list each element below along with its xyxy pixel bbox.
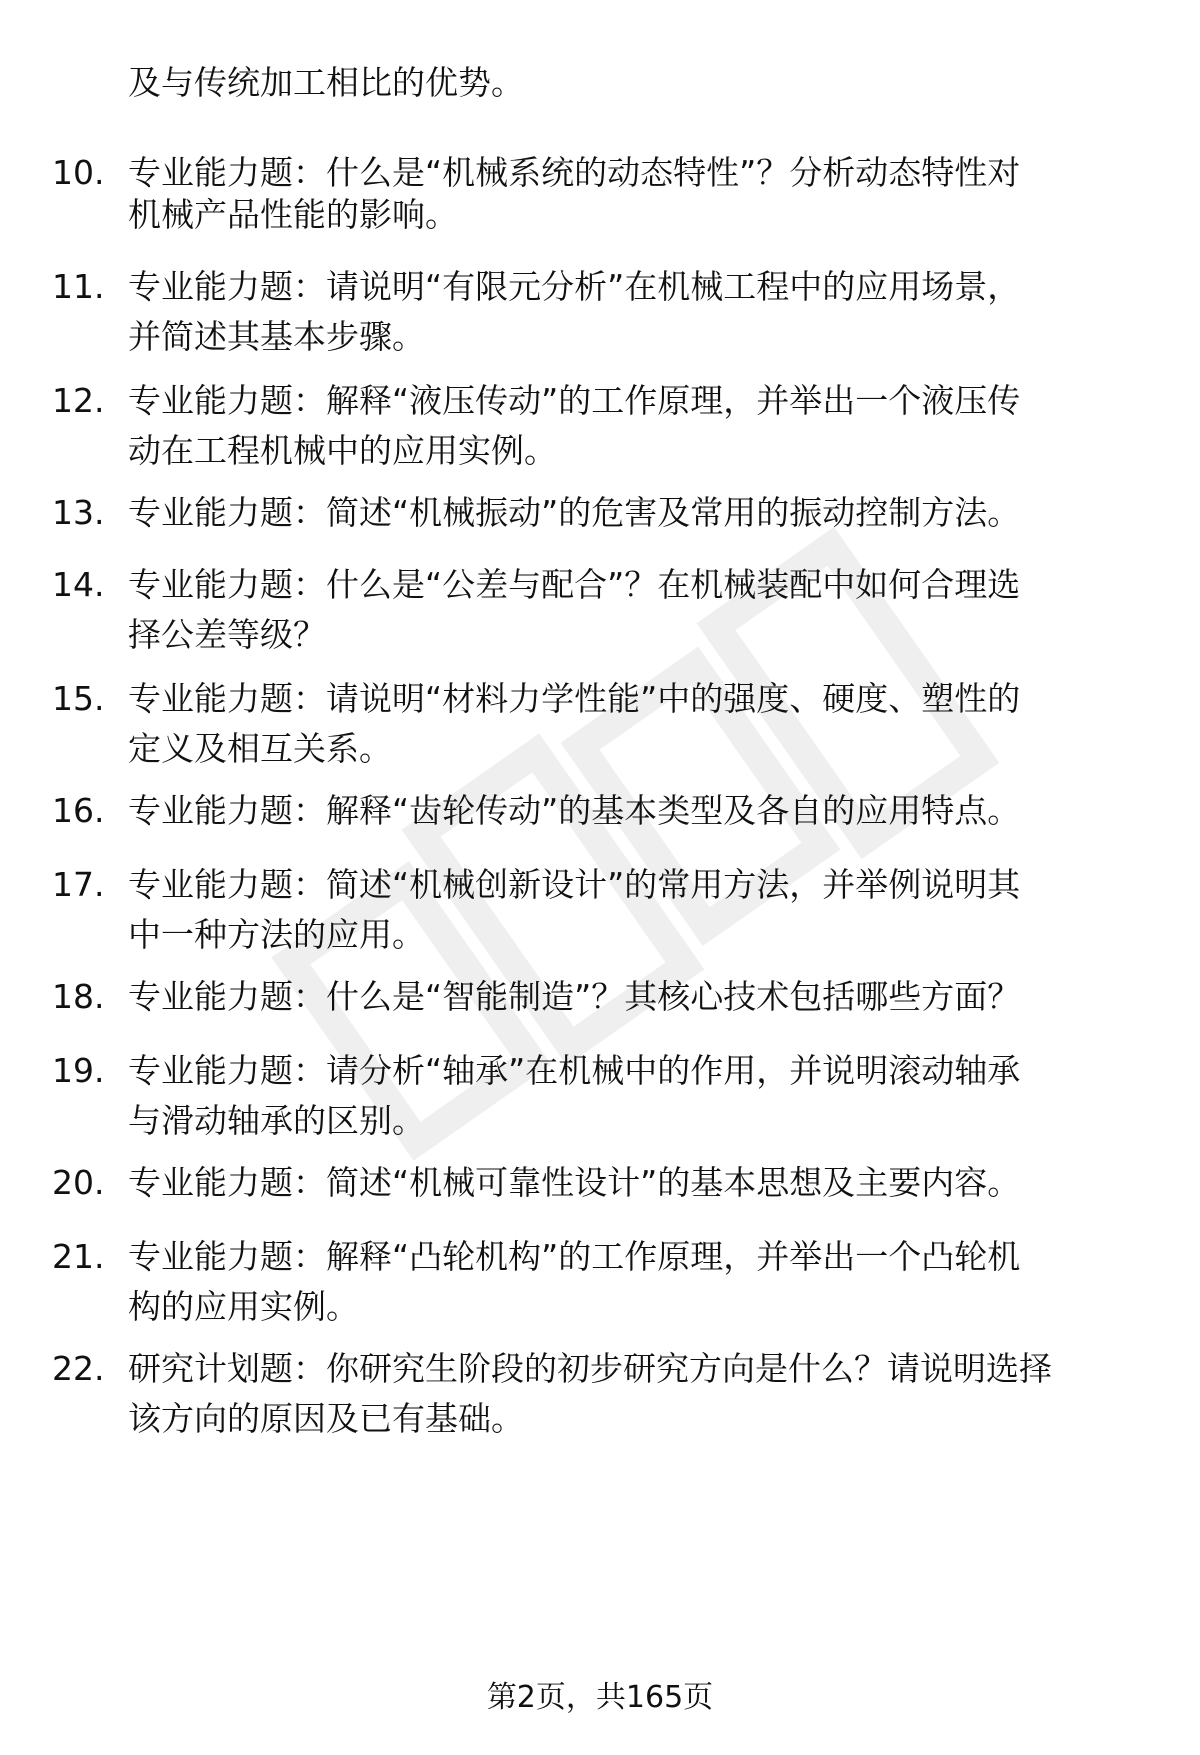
question-line: 专业能力题：请分析“轴承”在机械中的作用，并说明滚动轴承 — [128, 1051, 1021, 1090]
question-item — [0, 674, 1200, 774]
question-line: 专业能力题：简述“机械可靠性设计”的基本思想及主要内容。 — [128, 1163, 1021, 1202]
question-line: 机械产品性能的影响。 — [128, 195, 458, 234]
question-line: 与滑动轴承的区别。 — [128, 1101, 425, 1140]
question-item — [0, 560, 1200, 660]
question-number: 11. — [52, 267, 105, 306]
question-line: 专业能力题：请说明“有限元分析”在机械工程中的应用场景， — [128, 267, 1021, 306]
question-item — [0, 1232, 1200, 1332]
question-item — [0, 1158, 1200, 1218]
question-line: 专业能力题：什么是“公差与配合”？在机械装配中如何合理选 — [128, 565, 1021, 604]
question-line: 研究计划题：你研究生阶段的初步研究方向是什么？请说明选择 — [128, 1349, 1052, 1388]
question-number: 14. — [52, 565, 105, 604]
question-line: 定义及相互关系。 — [128, 729, 392, 768]
question-number: 12. — [52, 381, 105, 420]
question-line: 专业能力题：什么是“机械系统的动态特性”？分析动态特性对 — [128, 153, 1021, 192]
question-number: 13. — [52, 493, 105, 532]
question-line: 专业能力题：简述“机械创新设计”的常用方法，并举例说明其 — [128, 865, 1021, 904]
question-number: 18. — [52, 977, 105, 1016]
question-list — [0, 148, 1200, 1438]
question-number: 10. — [52, 153, 105, 192]
question-line: 中一种方法的应用。 — [128, 915, 425, 954]
continuation-text: 及与传统加工相比的优势。 — [128, 63, 524, 102]
page-footer: 第2页，共165页 — [486, 1680, 714, 1715]
question-item — [0, 1046, 1200, 1146]
question-line: 专业能力题：简述“机械振动”的危害及常用的振动控制方法。 — [128, 493, 1021, 532]
question-line: 专业能力题：解释“液压传动”的工作原理，并举出一个液压传 — [128, 381, 1021, 420]
question-number: 19. — [52, 1051, 105, 1090]
question-item — [0, 860, 1200, 960]
question-number: 21. — [52, 1237, 105, 1276]
question-line: 并简述其基本步骤。 — [128, 317, 425, 356]
question-number: 16. — [52, 791, 105, 830]
question-line: 动在工程机械中的应用实例。 — [128, 431, 557, 470]
question-line: 构的应用实例。 — [128, 1287, 359, 1326]
question-number: 22. — [52, 1349, 105, 1388]
question-number: 15. — [52, 679, 105, 718]
question-item — [0, 262, 1200, 362]
question-number: 20. — [52, 1163, 105, 1202]
question-item — [0, 972, 1200, 1032]
question-item — [0, 376, 1200, 476]
question-line: 专业能力题：解释“齿轮传动”的基本类型及各自的应用特点。 — [128, 791, 1021, 830]
question-line: 专业能力题：什么是“智能制造”？其核心技术包括哪些方面？ — [128, 977, 1021, 1016]
question-item — [0, 488, 1200, 548]
question-item — [0, 148, 1200, 248]
question-item — [0, 1344, 1200, 1444]
question-line: 择公差等级？ — [128, 615, 326, 654]
question-number: 17. — [52, 865, 105, 904]
question-line: 专业能力题：解释“凸轮机构”的工作原理，并举出一个凸轮机 — [128, 1237, 1021, 1276]
question-line: 该方向的原因及已有基础。 — [128, 1399, 524, 1438]
question-item — [0, 786, 1200, 846]
question-line: 专业能力题：请说明“材料力学性能”中的强度、硬度、塑性的 — [128, 679, 1021, 718]
